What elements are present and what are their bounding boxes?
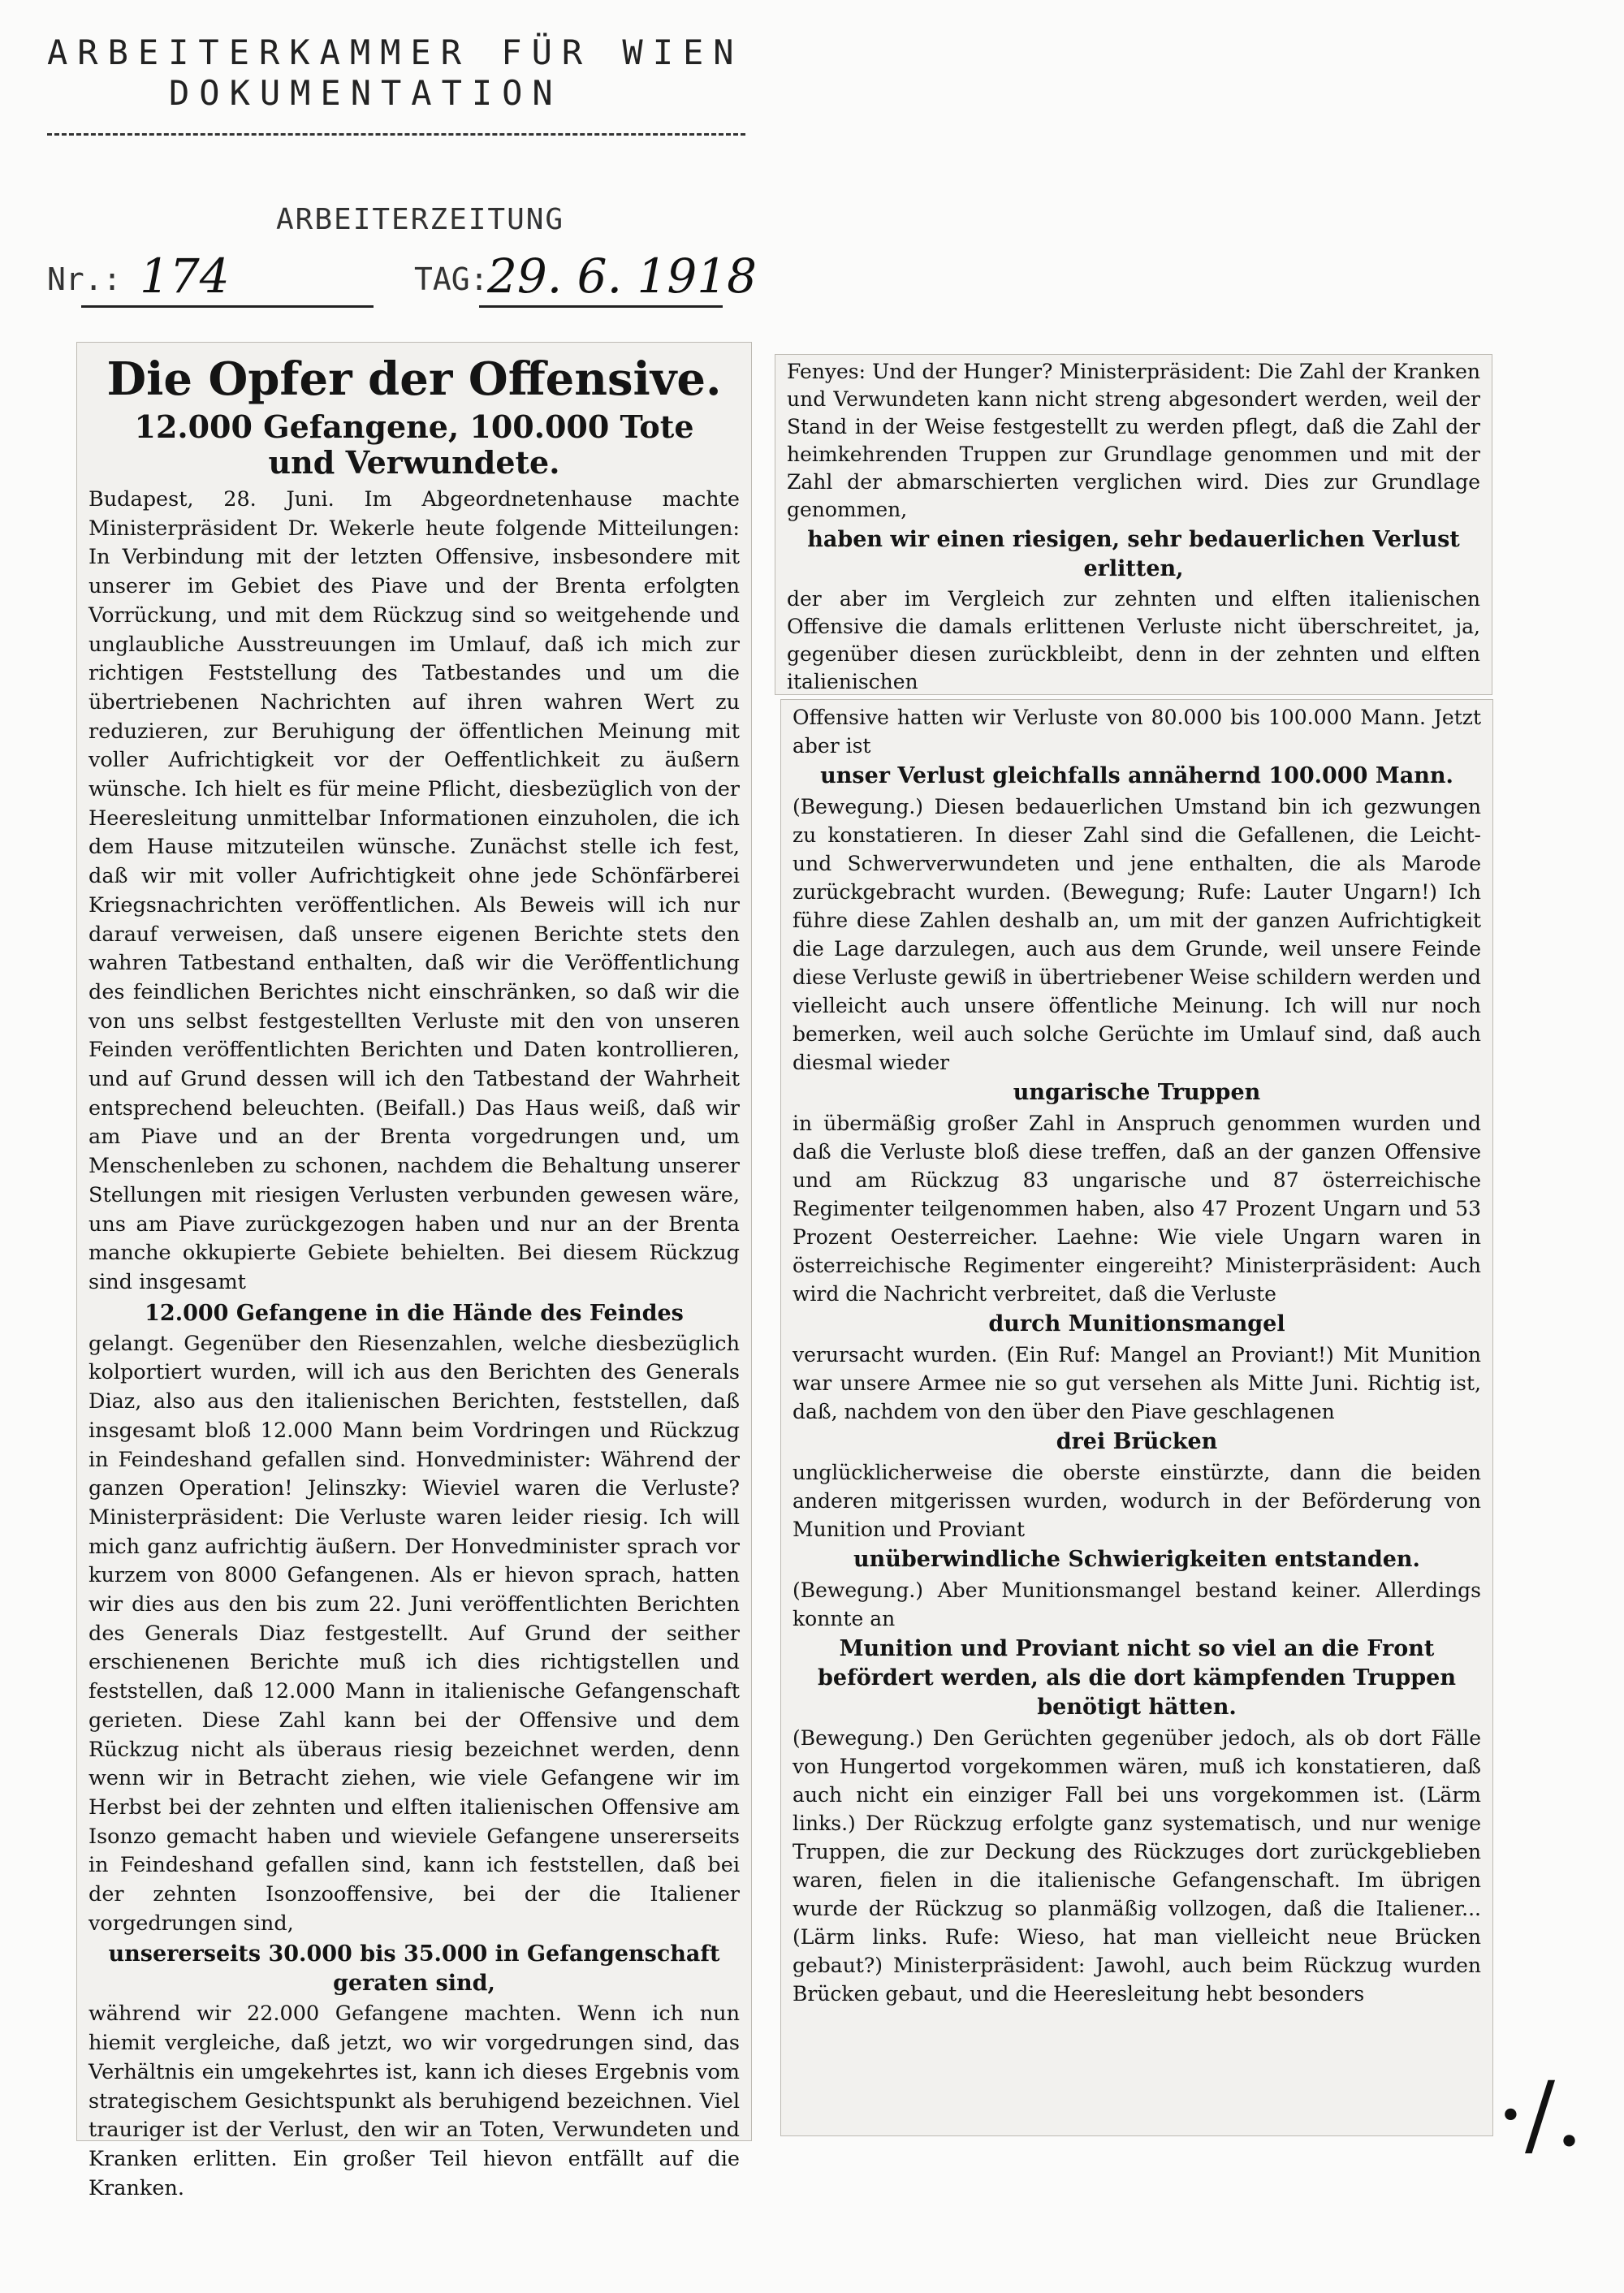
article-emphasis: Munition und Proviant nicht so viel an die Front befördert werden, als die dort kämpfenden Truppen benötigt hätten. [818, 1636, 1456, 1720]
article-paragraph: Offensive hatten wir Verluste von 80.000 bis 100.000 Mann. Jetzt aber ist [793, 706, 1481, 758]
article-emphasis: 12.000 Gefangene in die Hände des Feindes [145, 1300, 684, 1326]
article-emphasis: unsererseits 30.000 bis 35.000 in Gefangenschaft geraten sind, [108, 1941, 720, 1997]
article-paragraph: (Bewegung.) Den Gerüchten gegenüber jedoch, als ob dort Fälle von Hungertod vorgekommen wären, muß ich konstatieren, daß auch nicht ein einziger Fall bei uns vorgekommen ist. (Lärm links.) Der Rückzug erfolgte ganz systematisch, und nur wenige Truppen, die zur Deckung des Rückzuges dort zurückgeblieben waren, fielen in die italienische Gefangenschaft. Im übrigen wurde der Rückzug so planmäßig vollzogen, daß die Italiener... (Lärm links. Rufe: Wieso, hat man vielleicht neue Brücken gebaut?) Ministerpräsident: Jawohl, auch beim Rückzug wurden Brücken gebaut, und die Heeresleitung hebt besonders [793, 1726, 1481, 2006]
article-column-right-bottom [781, 700, 1492, 2135]
article-emphasis: durch Munitionsmangel [988, 1311, 1285, 1337]
stamp-department: DOKUMENTATION [169, 73, 563, 113]
article-paragraph: der aber im Vergleich zur zehnten und elften italienischen Offensive die damals erlittenen Verluste nicht überschreitet, ja, gegenüber diesen zurückbleibt, denn in der zehnten und elften italienischen [787, 587, 1480, 693]
article-headline: Die Opfer der Offensive. [106, 352, 722, 406]
date-label: TAG: [414, 261, 489, 297]
article-column-right-top [775, 355, 1492, 694]
article-paragraph: Fenyes: Und der Hunger? Ministerpräsident: Die Zahl der Kranken und Verwundeten kann nicht streng abgesondert werden, weil der Stand in der Weise festgestellt zu werden pflegt, daß die Zahl der heimkehrenden Truppen zur Grundlage genommen und mit der Zahl der abmarschierten verglichen wird. Dies zur Grundlage genommen, [787, 360, 1480, 521]
article-emphasis: haben wir einen riesigen, sehr bedauerlichen Verlust erlitten, [807, 527, 1460, 581]
issue-number-underline [81, 305, 374, 308]
stamp-rule [47, 133, 745, 136]
stamp-institution: ARBEITERKAMMER FÜR WIEN [47, 32, 744, 72]
date-value: 29. 6. 1918 [487, 248, 758, 304]
article-paragraph: unglücklicherweise die oberste einstürzte, dann die beiden anderen mitgerissen wurden, wodurch in der Beförderung von Munition und Proviant [793, 1461, 1481, 1541]
article-emphasis: ungarische Truppen [1013, 1080, 1261, 1105]
source-newspaper: ARBEITERZEITUNG [276, 203, 565, 236]
article-paragraph: in übermäßig großer Zahl in Anspruch genommen wurden und daß die Verluste bloß diese treffen, daß an der ganzen Offensive und am Rückzug 83 ungarische und 87 österreichische Regimenter teilgenommen haben, also 47 Prozent Ungarn und 53 Prozent Oesterreicher. Laehne: Wie viele Ungarn waren in österreichische Regimenter eingereiht? Ministerpräsident: Auch wird die Nachricht verbreitet, daß die Verluste [793, 1112, 1481, 1306]
page-number-mark: ·/. [1497, 2062, 1583, 2166]
article-paragraph: (Bewegung.) Diesen bedauerlichen Umstand bin ich gezwungen zu konstatieren. In dieser Zahl sind die Gefallenen, die Leicht- und Schwerverwundeten und jene enthalten, die als Marode zurückgebracht wurden. (Bewegung; Rufe: Lauter Ungarn!) Ich führe diese Zahlen deshalb an, um mit der ganzen Aufrichtigkeit die Lage darzulegen, auch aus dem Grunde, weil unsere Feinde diese Verluste gewiß in übertriebener Weise schildern werden und vielleicht auch unsere öffentliche Meinung. Ich will nur noch bemerken, weil auch solche Gerüchte im Umlauf sind, daß auch diesmal wieder [793, 795, 1481, 1074]
article-subheadline: 12.000 Gefangene, 100.000 Tote und Verwundete. [134, 408, 694, 481]
article-paragraph: verursacht wurden. (Ein Ruf: Mangel an Proviant!) Mit Munition war unsere Armee nie so gut versehen als Mitte Juni. Richtig ist, daß, nachdem von den über den Piave geschlagenen [793, 1343, 1481, 1423]
date-underline [479, 305, 723, 308]
issue-number-value: 174 [140, 248, 230, 304]
article-emphasis: unser Verlust gleichfalls annähernd 100.000 Mann. [820, 763, 1453, 788]
article-emphasis: unüberwindliche Schwierigkeiten entstanden. [853, 1547, 1420, 1572]
article-emphasis: drei Brücken [1056, 1429, 1218, 1454]
article-paragraph: Budapest, 28. Juni. Im Abgeordnetenhause machte Ministerpräsident Dr. Wekerle heute folgende Mitteilungen: In Verbindung mit der letzten Offensive, insbesondere mit unserer im Gebiet des Piave und der Brenta erfolgten Vorrückung, und mit dem Rückzug sind so weitgehende und unglaubliche Ausstreuungen im Umlauf, daß ich mich zur richtigen Feststellung des Tatbestandes und um die übertriebenen Nachrichten auf ihren wahren Wert zu reduzieren, zur Beruhigung der öffentlichen Meinung mit voller Aufrichtigkeit vor der Oeffentlichkeit zu äußern wünsche. Ich hielt es für meine Pflicht, diesbezüglich von der Heeresleitung unmittelbar Informationen einzuholen, die ich dem Hause mitzuteilen wünsche. Zunächst stelle ich fest, daß wir mit voller Aufrichtigkeit ohne jede Schönfärberei Kriegsnachrichten veröffentlichen. Als Beweis will ich nur darauf verweisen, daß unsere eigenen Berichte stets den wahren Tatbestand enthalten, daß wir die Veröffentlichung des feindlichen Berichtes nicht einschränken, so daß wir die von uns selbst festgestellten Verluste mit den von unseren Feinden veröffentlichten Berichten und Daten kontrollieren, und auf Grund dessen will ich den Tatbestand der Wahrheit entsprechend beleuchten. (Beifall.) Das Haus weiß, daß wir am Piave und an der Brenta vorgedrungen und, um Menschenleben zu schonen, nachdem die Behaltung unserer Stellungen mit riesigen Verlusten verbunden gewesen wäre, uns am Piave zurückgezogen haben und nur an der Brenta manche okkupierte Gebiete behielten. Bei diesem Rückzug sind insgesamt [89, 487, 740, 1294]
article-paragraph: gelangt. Gegenüber den Riesenzahlen, welche diesbezüglich kolportiert wurden, will ich aus den Berichten des Generals Diaz, also aus den italienischen Berichten, feststellen, daß insgesamt bloß 12.000 Mann beim Vordringen und Rückzug in Feindeshand gefallen sind. Honvedminister: Während der ganzen Operation! Jelinszky: Wieviel waren die Verluste? Ministerpräsident: Die Verluste waren leider riesig. Ich will mich ganz aufrichtig äußern. Der Honvedminister sprach vor kurzem von 8000 Gefangenen. Als er hievon sprach, hatten wir dies aus den bis zum 22. Juni veröffentlichten Berichten des Generals Diaz festgestellt. Auf Grund der seither erschienenen Berichte muß ich dies richtigstellen und feststellen, daß 12.000 Mann in italienische Gefangenschaft gerieten. Diese Zahl kann bei der Offensive und dem Rückzug nicht als überaus riesig bezeichnet werden, denn wenn wir in Betracht ziehen, wie viele Gefangene wir im Herbst bei der zehnten und elften italienischen Offensive am Isonzo gemacht haben und wieviele Gefangene unsererseits in Feindeshand gefallen sind, kann ich feststellen, daß bei der zehnten Isonzooffensive, bei der die Italiener vorgedrungen sind, [89, 1331, 740, 1936]
article-column-left [77, 343, 751, 2200]
article-paragraph: (Bewegung.) Aber Munitionsmangel bestand keiner. Allerdings konnte an [793, 1578, 1481, 1630]
article-paragraph: während wir 22.000 Gefangene machten. Wenn ich nun hiemit vergleiche, daß jetzt, wo wir vorgedrungen sind, das Verhältnis ein umgekehrtes ist, kann ich dieses Ergebnis vom strategischem Gesichtspunkt als beruhigend bezeichnen. Viel trauriger ist der Verlust, den wir an Toten, Verwundeten und Kranken erlitten. Ein großer Teil hievon entfällt auf die Kranken. [89, 2002, 740, 2200]
archive-stamp [47, 32, 745, 114]
issue-number-label: Nr.: [47, 261, 122, 297]
